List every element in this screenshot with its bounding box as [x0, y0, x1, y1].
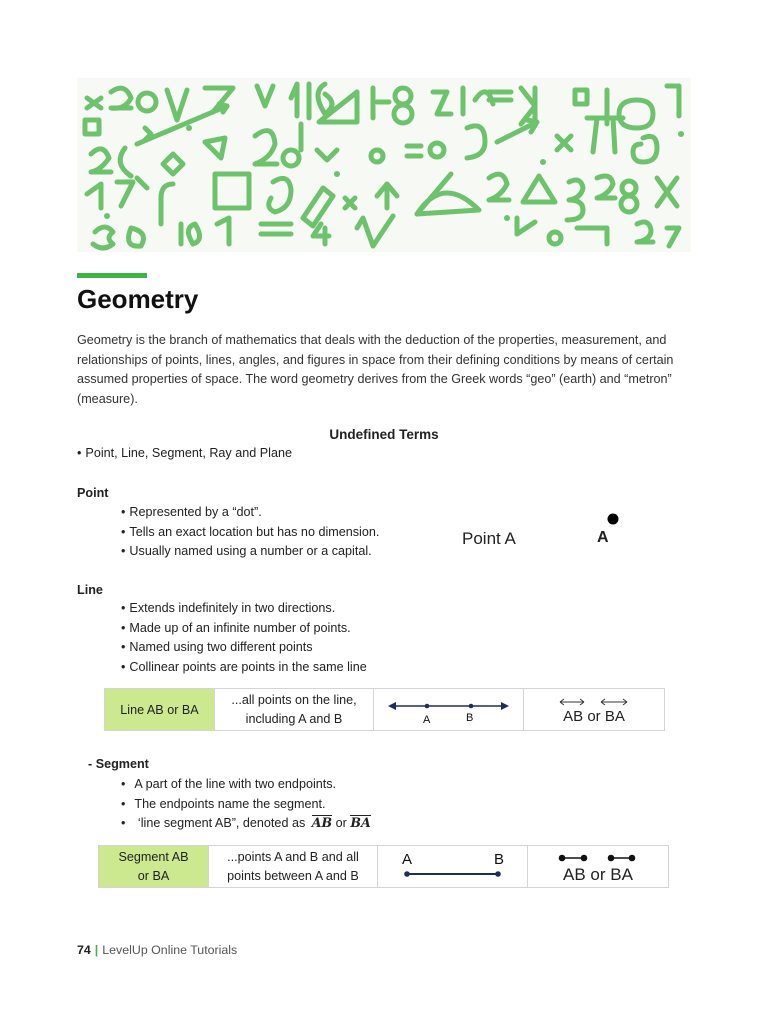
line-bullets [121, 599, 367, 677]
point-b-marker [469, 704, 474, 709]
segment-notation-or: or [335, 816, 347, 830]
point-figure-label: A [597, 529, 609, 546]
segment-figure-cell [378, 846, 528, 888]
line-heading: Line [77, 583, 103, 597]
undefined-terms-list [77, 444, 292, 464]
list-item: • Collinear points are points in the same line [121, 658, 367, 678]
endpoint-a-marker [404, 871, 410, 877]
list-item: • Made up of an infinite number of points. [121, 619, 367, 639]
undefined-terms-heading: Undefined Terms [329, 427, 439, 442]
segment-fig-label-b: B [494, 851, 505, 868]
line-fig-label-b: B [466, 712, 474, 724]
list-item: • Usually named using a number or a capital. [121, 542, 379, 562]
point-dot-icon [604, 512, 622, 526]
page-title: Geometry [77, 284, 199, 314]
line-term: Line AB or BA [120, 702, 199, 717]
segment-term-1: Segment AB [118, 849, 189, 864]
point-figure-caption: Point A [462, 529, 516, 548]
list-item [121, 814, 371, 834]
segment-fig-label-a: A [402, 851, 413, 868]
line-table [104, 688, 665, 731]
list-item: • Named using two different points [121, 638, 367, 658]
segment-heading: - Segment [88, 757, 149, 771]
list-item: • Tells an exact location but has no dimension. [121, 523, 379, 543]
segment-term-cell [99, 846, 209, 888]
line-desc-cell [215, 689, 374, 731]
list-item: • A part of the line with two endpoints. [121, 775, 371, 795]
list-item: • The endpoints name the segment. [121, 795, 371, 815]
line-figure [374, 689, 523, 730]
segment-notation-cell [528, 846, 669, 888]
list-item: • Extends indefinitely in two directions. [121, 599, 367, 619]
title-accent-bar [77, 273, 147, 278]
publisher-name: LevelUp Online Tutorials [102, 943, 238, 957]
point-a-marker [425, 704, 430, 709]
segment-notation-ba: BA [350, 815, 371, 830]
line-fig-label-a: A [423, 714, 431, 726]
list-item: • Point, Line, Segment, Ray and Plane [77, 444, 292, 464]
segment-table [98, 845, 669, 888]
segment-desc-1: ...points A and B and all [227, 849, 359, 864]
segment-notation-ab: AB [311, 815, 333, 830]
page-footer [77, 943, 237, 957]
line-notation: AB or BA [563, 708, 625, 725]
line-arrows-icon [524, 695, 664, 709]
segment-term-2: or BA [137, 868, 170, 883]
segment-bullets [121, 775, 371, 834]
segment-bars-icon [528, 853, 668, 865]
page-number: 74 [77, 943, 91, 957]
point-heading: Point [77, 486, 109, 500]
segment-bullet-3: ‘line segment AB”, denoted as [137, 816, 306, 830]
endpoint-b-marker [495, 871, 501, 877]
line-term-cell [105, 689, 215, 731]
segment-desc-cell [209, 846, 378, 888]
footer-separator: | [94, 943, 99, 957]
line-figure-cell [374, 689, 524, 731]
list-item: • Represented by a “dot”. [121, 503, 379, 523]
segment-figure [378, 846, 527, 887]
line-notation-cell [524, 689, 665, 731]
math-doodle-art [77, 78, 691, 252]
intro-paragraph: Geometry is the branch of mathematics that deals with the deduction of the properties, measurement, and relationships of points, lines, angles, and figures in space from their defining conditions by means of certain assumed properties of space. The word geometry derives from the Greek words “geo” (earth) and “metron” (measure). [77, 333, 674, 406]
line-desc-2: including A and B [245, 711, 343, 726]
point-bullets [121, 503, 379, 562]
segment-desc-2: points between A and B [227, 868, 359, 883]
line-desc-1: ...all points on the line, [231, 692, 357, 707]
segment-notation: AB or BA [563, 864, 633, 884]
math-doodle-banner [77, 78, 691, 252]
